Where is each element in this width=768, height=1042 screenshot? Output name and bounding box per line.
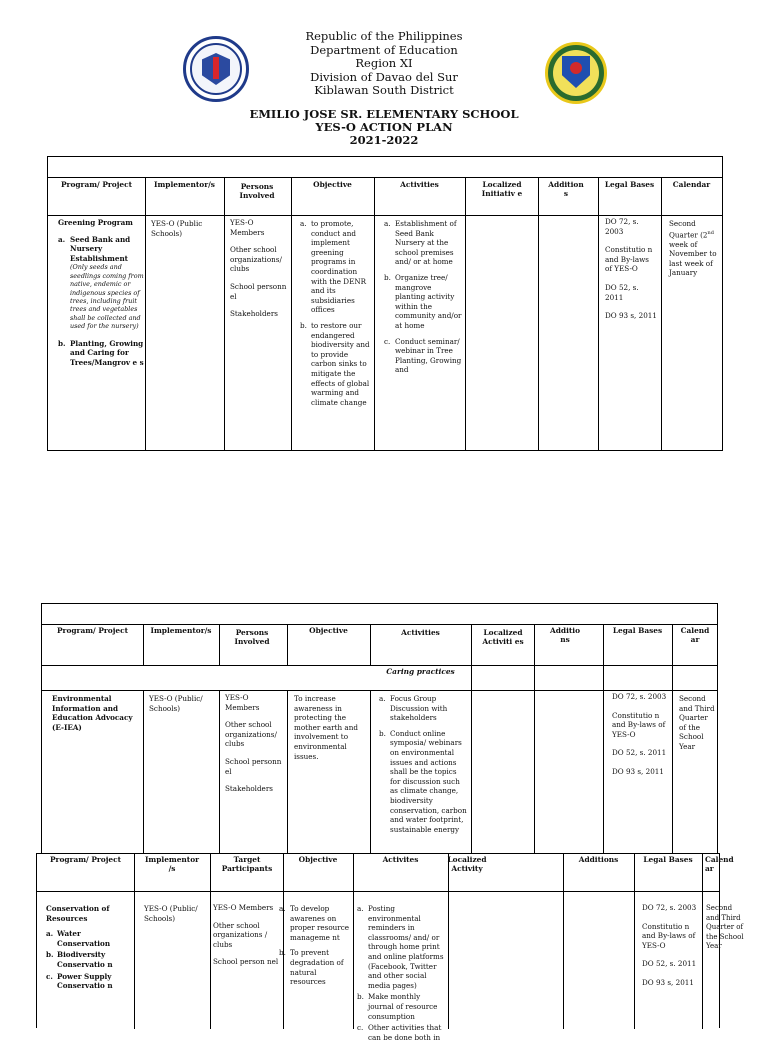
- col-header-activities: Activites: [382, 855, 419, 864]
- col-header-additions: Additio ns: [550, 626, 581, 644]
- program-cell: Conservation of Resources a. Water Conservation b. Biodiversity Conservatio n c. Power Supply Conservatio n: [46, 904, 113, 991]
- col-header-objective: Objective: [298, 855, 338, 864]
- region-line: Region XI: [355, 56, 413, 71]
- col-header-activities: Activities: [400, 180, 439, 189]
- action-plan-table-3: [36, 853, 744, 1042]
- objective-cell: a. to promote, conduct and implement greening programs in coordination with the DENR and its subsidiaries offices b. to restore our endangered biodiversity and to provide carbon sinks to mitigate the effects of global warming and climate change: [300, 219, 370, 407]
- legal-cell: DO 72, s. 2003 Constitutio n and By-laws of YES-O DO 52, s. 2011 DO 93 s, 2011: [642, 903, 697, 987]
- col-header-persons: Persons Involved: [234, 628, 270, 646]
- calendar-cell: Second and Third Quarter of the School Year: [679, 694, 715, 751]
- col-header-localized: Localized Initiativ e: [481, 180, 523, 198]
- col-header-program: Program/ Project: [50, 855, 121, 864]
- action-plan-table-2: [41, 603, 718, 853]
- program-cell: [58, 218, 144, 367]
- legal-cell: DO 72, s. 2003 Constitutio n and By-laws of YES-O DO 52, s. 2011 DO 93 s, 2011: [612, 692, 667, 776]
- calendar-cell: Second Quarter (2nd week of November to last week of January: [669, 219, 717, 278]
- district-line: Kiblawan South District: [314, 83, 454, 98]
- implementor-cell: YES-O (Public/ Schools): [144, 904, 198, 923]
- col-header-calendar: Calend ar: [705, 855, 734, 873]
- col-header-implementor: Implementor/s: [150, 626, 212, 635]
- persons-cell: YES-O Members Other school organizations/ clubs School personn el Stakeholders: [230, 218, 287, 319]
- activities-cell: a. Establishment of Seed Bank Nursery at the school premises and/ or at home b. Organize tree/ mangrove planting activity within the community and/or at home c. Conduct seminar/ webinar in Tree Planting, Growing and: [384, 219, 462, 375]
- col-header-implementor: Implementor /s: [144, 855, 200, 873]
- objective-cell: To increase awareness in protecting the mother earth and involvement to environmental issues.: [294, 694, 358, 761]
- participants-cell: YES-O Members Other school organizations / clubs School person nel: [213, 903, 279, 967]
- implementor-cell: YES-O (Public Schools): [151, 219, 203, 238]
- program-title: Greening Program: [58, 218, 133, 227]
- col-header-additions: Additions: [578, 855, 619, 864]
- school-name: EMILIO JOSE SR. ELEMENTARY SCHOOL: [249, 107, 519, 121]
- government-header: [200, 30, 568, 98]
- col-header-calendar: Calend ar: [680, 626, 710, 644]
- col-header-activities: Activities: [401, 628, 440, 637]
- col-header-localized: Localized Activity: [447, 855, 487, 873]
- col-header-objective: Objective: [309, 626, 348, 635]
- program-cell: Environmental Information and Education Advocacy (E-IEA): [52, 694, 133, 732]
- activities-cell: a. Posting environmental reminders in classrooms/ and/ or through home print and online platforms (Facebook, Twitter and other social media pages) b. Make monthly journal of resource consumption c. Other activities that can be done both in: [357, 904, 444, 1042]
- col-header-objective: Objective: [313, 180, 352, 189]
- col-header-legal: Legal Bases: [604, 180, 655, 189]
- col-header-program: Program/ Project: [61, 180, 132, 189]
- implementor-cell: YES-O (Public/ Schools): [149, 694, 203, 713]
- calendar-cell: Second and Third Quarter of the School Year: [706, 904, 744, 951]
- activities-cell: a. Focus Group Discussion with stakeholders b. Conduct online symposia/ webinars on environmental issues and actions shall be the topics for discussion such as climate change, biodiversity conservation, carbon and water footprint, sustainable energy: [379, 694, 467, 834]
- plan-title: YES-O ACTION PLAN: [315, 119, 453, 134]
- program-item-a: a. Seed Bank and Nursery Establishment (Only seeds and seedlings coming from native, endemic or indigenous species of trees, including fruit trees and vegetables shall be collected and used for the nursery): [58, 234, 144, 331]
- action-plan-table-1: [47, 156, 723, 451]
- col-header-calendar: Calendar: [672, 180, 711, 189]
- school-year: 2021-2022: [349, 132, 419, 147]
- legal-cell: DO 72, s. 2003 Constitutio n and By-laws of YES-O DO 52, s. 2011 DO 93 s, 2011: [605, 217, 657, 321]
- department-line: Department of Education: [310, 42, 458, 57]
- division-line: Division of Davao del Sur: [310, 69, 458, 84]
- caring-practices-subheading: Caring practices: [386, 667, 455, 676]
- col-header-participants: Target Participants: [221, 855, 273, 873]
- school-header: [200, 108, 568, 146]
- col-header-program: Program/ Project: [57, 626, 128, 635]
- republic-line: Republic of the Philippines: [305, 29, 463, 43]
- program-item-b: b. Planting, Growing and Caring for Trees/Mangrov e s: [58, 338, 144, 367]
- col-header-implementor: Implementor/s: [154, 180, 215, 189]
- col-header-legal: Legal Bases: [612, 626, 663, 635]
- persons-cell: YES-O Members Other school organizations/ clubs School personn el Stakeholders: [225, 693, 282, 794]
- col-header-additions: Addition s: [548, 180, 584, 198]
- col-header-localized: Localized Activiti es: [482, 628, 524, 646]
- col-header-persons: Persons Involved: [239, 182, 275, 200]
- objective-cell: a. To develop awarenes on proper resource manageme nt b. To prevent degradation of natural resources: [279, 904, 349, 987]
- col-header-legal: Legal Bases: [643, 855, 693, 864]
